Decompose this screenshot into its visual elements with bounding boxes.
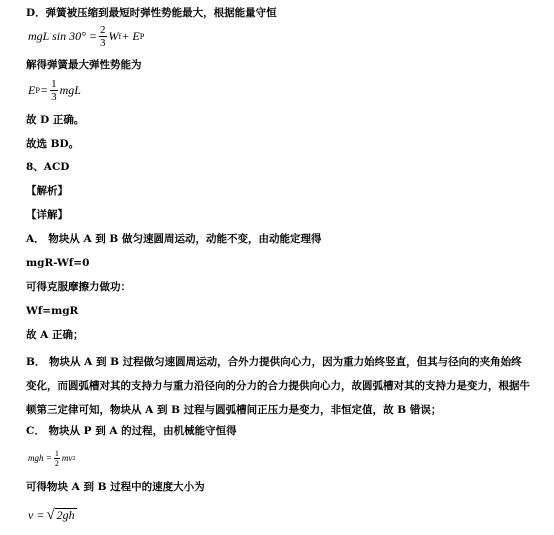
wf-equation: Wf=mgR [26, 305, 79, 317]
a-equation: mgR-Wf=0 [26, 257, 90, 269]
speed-text: 可得物块 A 到 B 过程中的速度大小为 [26, 481, 205, 493]
max-ep-formula [28, 76, 81, 104]
option-a-heading: A． 物块从 A 到 B 做匀速圆周运动，动能不变，由动能定理得 [26, 233, 322, 245]
fraction-one-third: $\frac{1}{3}$ [51, 77, 57, 103]
square-root [46, 508, 76, 522]
d-correct-text: 故 D 正确。 [26, 114, 85, 126]
choose-bd-text: 故选 BD。 [26, 138, 80, 150]
elastic-energy-symbol: + E [121, 28, 140, 43]
fraction-one-half: $\frac{1}{2}$ [54, 448, 59, 468]
radical-sign-icon: √ [46, 507, 55, 523]
solve-max-ep-text: 解得弹簧最大弹性势能为 [26, 59, 142, 71]
elastic-energy-subscript: P [139, 31, 145, 41]
equals-sign: = [40, 82, 49, 97]
mgh-lhs: mgh = [28, 453, 52, 463]
question-8-answer: 8、ACD [26, 161, 70, 173]
a-correct-text: 故 A 正确； [26, 329, 84, 341]
square-exponent: 2 [72, 454, 76, 462]
detail-heading: 【详解】 [26, 209, 68, 221]
fraction-two-thirds: $\frac{2}{3}$ [100, 23, 106, 49]
friction-work-text: 可得克服摩擦力做功： [26, 281, 131, 293]
mv-term: mv [61, 453, 73, 463]
velocity-lhs: v = [28, 507, 45, 522]
velocity-formula [28, 505, 77, 525]
option-b-paragraph: B． 物块从 A 到 B 过程做匀速圆周运动，合外力提供向心力，因为重力始终竖直，但其与径向的夹角始终变化，而圆弧槽对其的支持力与重力沿径向的分力的合力提供向心力，故圆弧槽对其的支持力是变力，根据牛顿第三定律可知，物块从 A 到 B 过程与圆弧槽间正压力是变力，非恒定值，故 B 错误； [26, 356, 530, 416]
ep-subscript: P [35, 85, 41, 95]
formula-lhs: mgL sin 30° = [28, 28, 98, 43]
ep-symbol: E [28, 82, 36, 97]
option-d-heading: D．弹簧被压缩到最短时弹性势能最大，根据能量守恒 [26, 7, 277, 19]
analysis-heading: 【解析】 [26, 185, 68, 197]
work-subscript: f [118, 31, 122, 41]
energy-conservation-formula [28, 22, 144, 50]
mgl-term: mgL [59, 82, 81, 97]
option-c-heading: C． 物块从 P 到 A 的过程，由机械能守恒得 [26, 425, 237, 437]
work-symbol: W [108, 28, 119, 43]
radicand: 2gh [56, 508, 75, 522]
mgh-formula [28, 446, 75, 470]
